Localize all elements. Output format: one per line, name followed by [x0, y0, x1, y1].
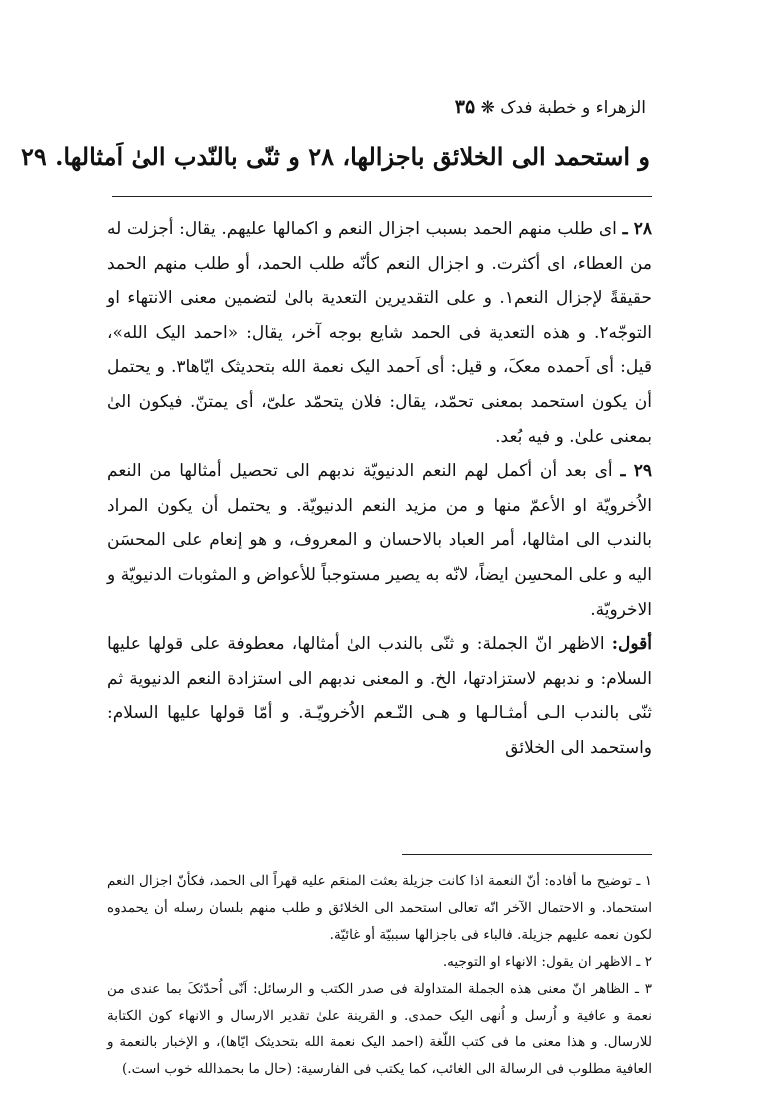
footnote: ۲ ـ الاظهر ان یقول: الانهاء او التوجیه.: [442, 953, 652, 970]
footnote: ۱ ـ توضیح ما أفاده: أنّ النعمة اذا کانت جزیلة بعثت المنعَم علیه قهراً الی الحمد، فکأنّ اجزال النعم استحماد. و الاحتمال الآخر انّه تعالی استحمد الی الخلائق و طلب منهم بلسان رسله أن یحمدوه لکون نعمه علیهم جزیلة. فالباء فی باجزالها سببیّة أو غائیّة.: [107, 873, 652, 943]
commentary-paragraph: [107, 212, 652, 454]
commentary-number: ۲۸ ـ: [622, 219, 653, 239]
footnotes-block: [107, 868, 652, 1083]
footnote: ۳ ـ الظاهر انّ معنی هذه الجملة المتداولة فی صدر الکتب و الرسائل: اَنّی اُحدّثکَ بما عندی من نعمة و عافیة و اُرسل و اُنهی الیک حمدی. و القرینة علیٰ تقدیر الارسال و الانهاء کون الکتابة للارسال. و هذا معنی ما فی کتب اللّغة (احمد الیک نعمة الله بتحدیثک ایّاها)، و الإخبار بالنعمة و العافیة مطلوب فی الرسالة الی الغائب، کما یکتب فی الفارسیة: (حال ما بحمدالله خوب است.): [107, 980, 652, 1078]
commentary-text: الاظهر انّ الجملة: و ثنّی بالندب الیٰ أمثالها، معطوفة علی قولها علیها السلام: و ندبهم لاستزادتها، الخ. و المعنی ندبهم الی استزادة النعم الدنیویة ثم ثنّی بالندب الـی أمثـالـها و هـی النّـعم الاُخرویّـة. و أمّا قولها علیها السلام: واستحمد الی الخلائق: [107, 634, 652, 758]
commentary-block: [107, 212, 652, 766]
running-header: [455, 96, 646, 119]
commentary-lead-word: أقول:: [611, 634, 652, 655]
book-title: الزهراء و خطبة فدک: [500, 98, 646, 118]
text-divider: [112, 196, 652, 197]
page-number: ۳۵: [454, 96, 476, 118]
asterisk-ornament-icon: ❋: [480, 98, 495, 118]
commentary-number: ۲۹ ـ: [620, 461, 653, 482]
commentary-paragraph: [107, 454, 652, 627]
commentary-text: أی بعد أن أکمل لهم النعم الدنیویّة ندبهم الی تحصیل أمثالها من النعم الاُخرویّة او الأعمّ منها و من مزید النعم الدنیویّة. و یحتمل أن یکون المراد بالندب الی امثالها، أمر العباد بالاحسان و المعروف، و هو إنعام علی المحسَن الیه و علی المحسِن ایضاً، لانّه به یصیر مستوجباً للأعواض و المثوبات الدنیویّة و الاخرویّة.: [107, 461, 652, 620]
footnote-divider: [402, 854, 652, 855]
commentary-text: ای طلب منهم الحمد بسبب اجزال النعم و اکمالها علیهم. یقال: أجزلت له من العطاء، ای أکثرت. و اجزال النعم کأنّه طلب الحمد، أو طلب منهم الحمد حقیقةً لإجزال النعم۱. و علی التقدیرین التعدیة بالیٰ لتضمین معنی الانتهاء او التوجّه۲. و هذه التعدیة فی الحمد شایع بوجه آخر، یقال: «احمد الیک الله»، قیل: أی اَحمده معکَ، و قیل: أی اَحمد الیک نعمة الله بتحدیثک ایّاها۳. و یحتمل أن یکون استحمد بمعنی تحمّد، یقال: فلان یتحمّد علیّ، أی یمتنّ. فیکون الیٰ بمعنی علیٰ. و فیه بُعد.: [107, 219, 652, 447]
main-sermon-text: و استحمد الی الخلائق باجزالها، ۲۸ و ثنّی بالنّدب الیٰ اَمثالها. ۲۹: [20, 142, 650, 171]
commentary-paragraph: [107, 627, 652, 765]
